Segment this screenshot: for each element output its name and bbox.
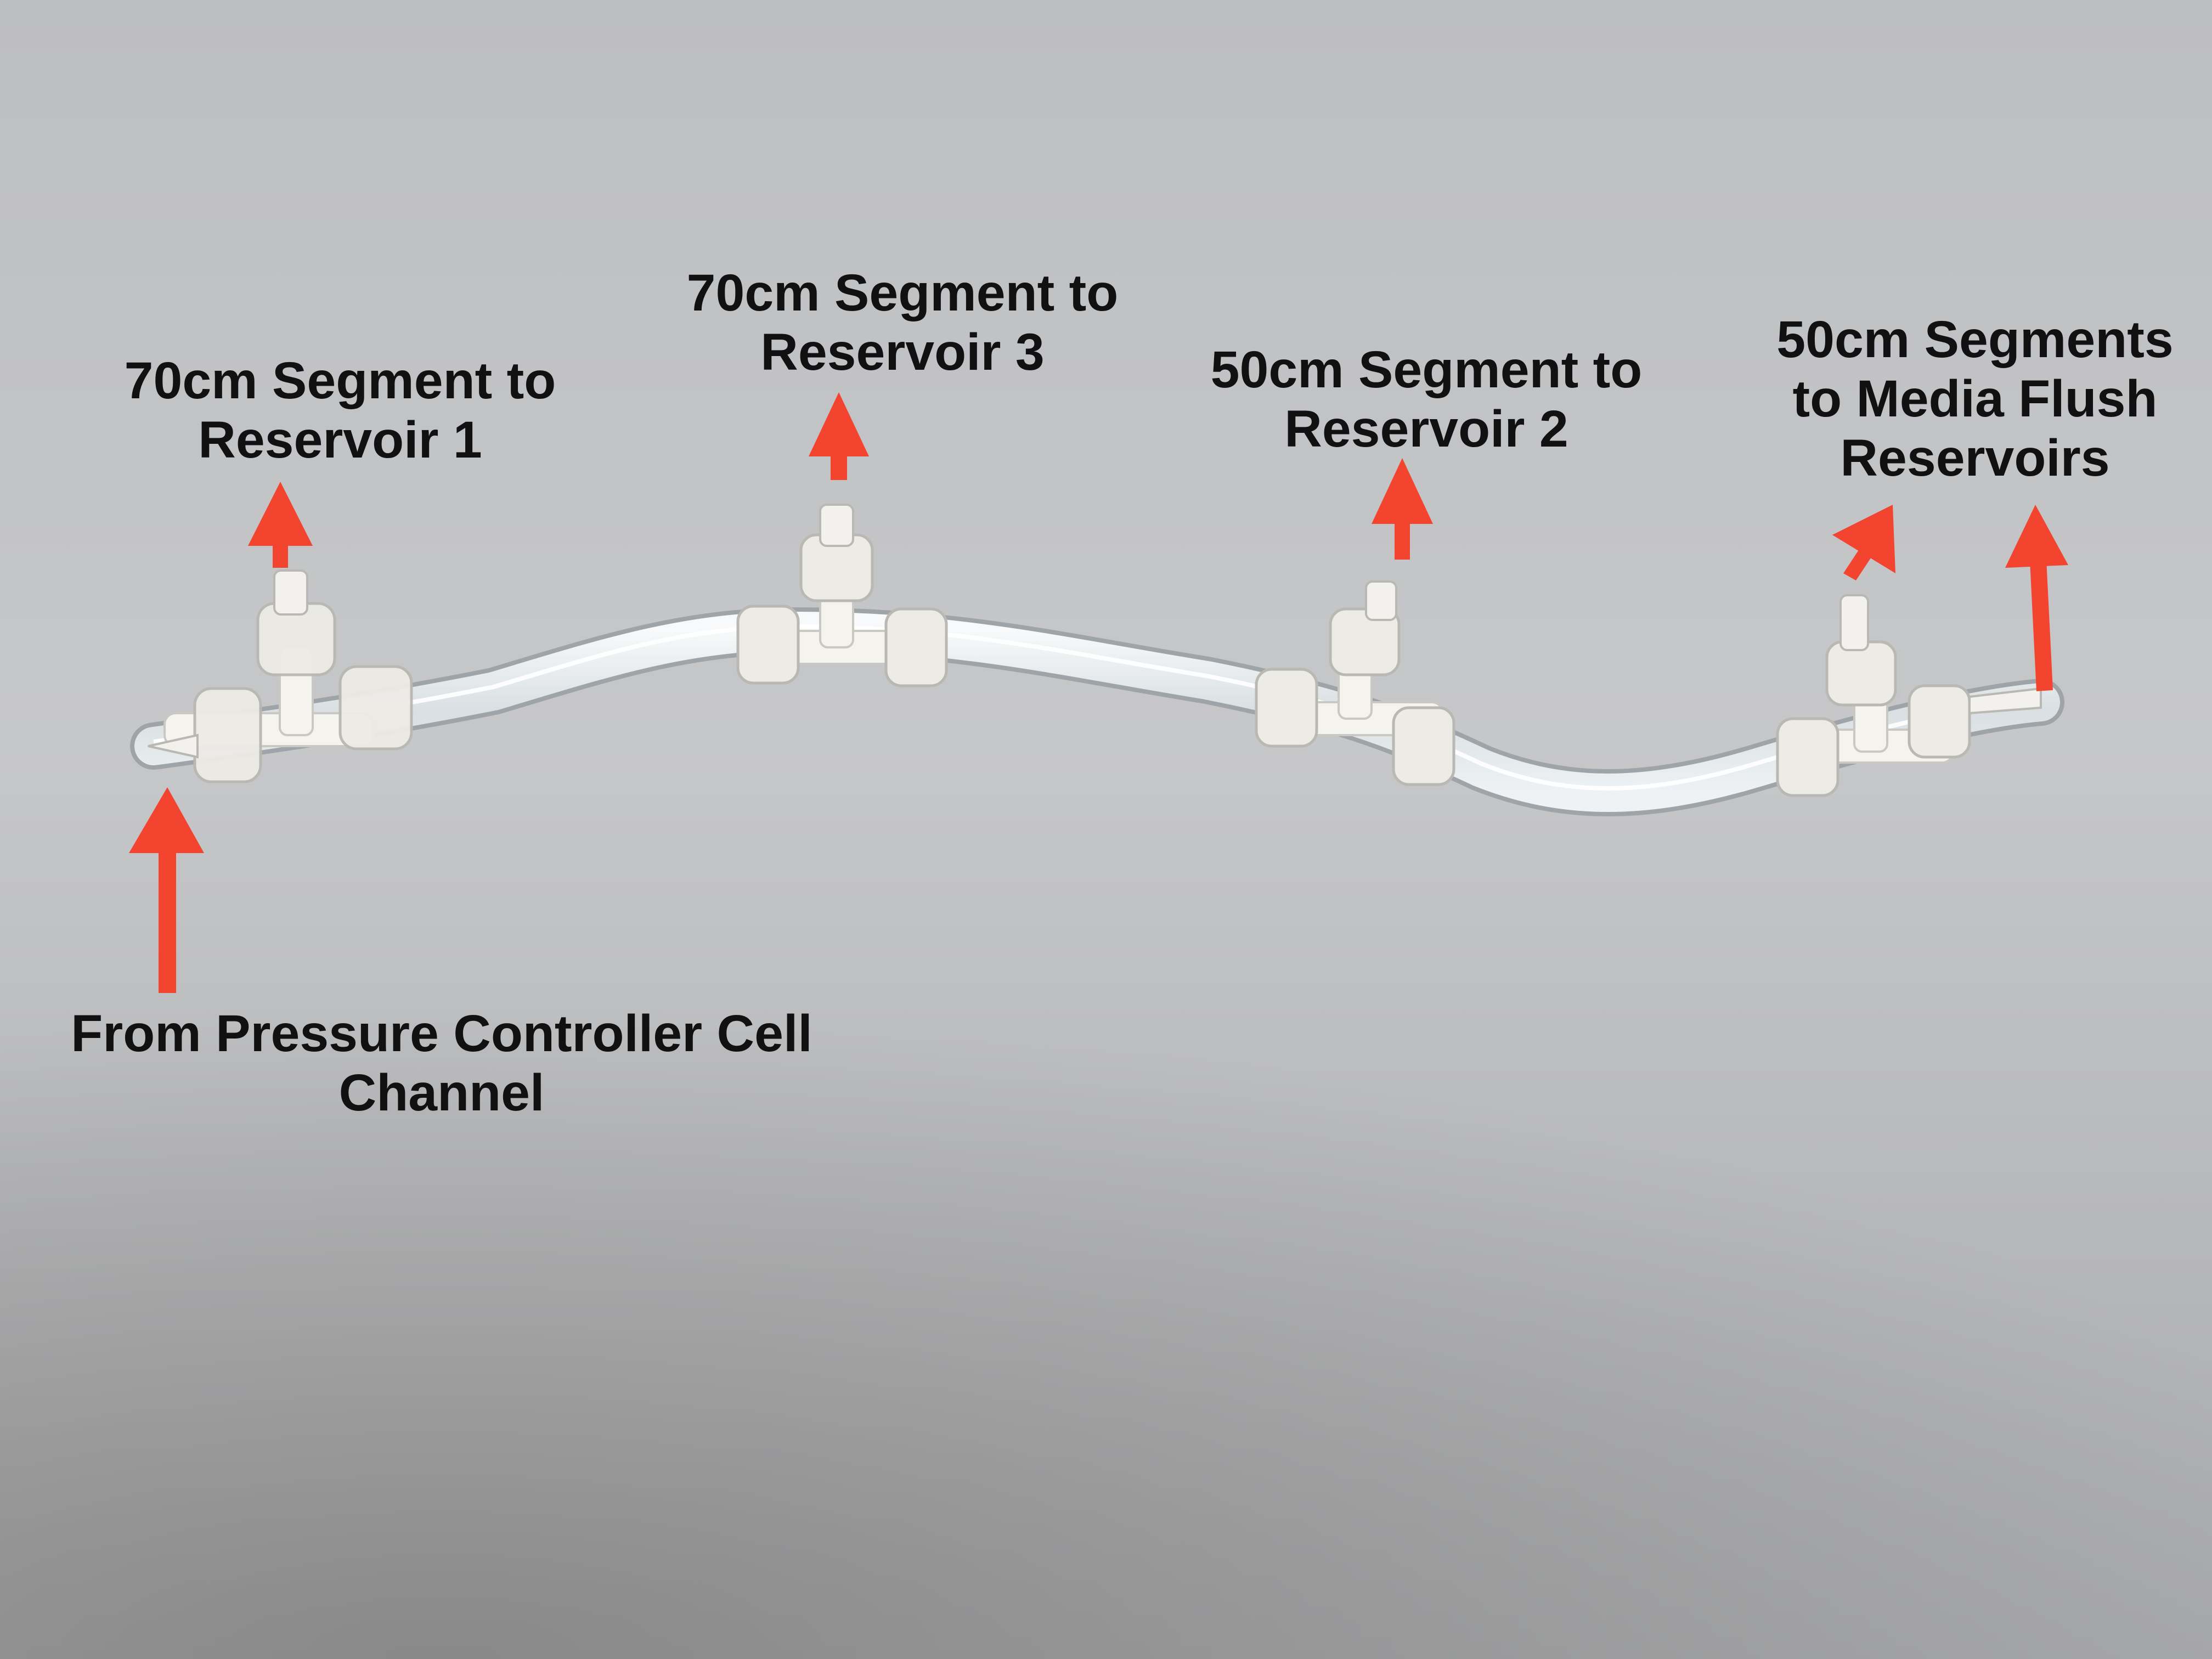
label-inlet (60, 1004, 823, 1122)
label-reservoir-3-line1: 70cm Segment to (686, 264, 1119, 322)
label-media-flush (1739, 310, 2211, 488)
label-reservoir-2-line2: Reservoir 2 (1284, 400, 1568, 458)
label-reservoir-1 (99, 351, 582, 470)
label-reservoir-3 (661, 263, 1144, 382)
label-media-flush-line3: Reservoirs (1840, 429, 2110, 487)
label-reservoir-1-line1: 70cm Segment to (124, 352, 556, 410)
label-reservoir-2 (1185, 340, 1668, 459)
label-reservoir-1-line2: Reservoir 1 (198, 411, 482, 469)
label-reservoir-3-line2: Reservoir 3 (760, 323, 1045, 381)
label-media-flush-line2: to Media Flush (1792, 370, 2158, 428)
label-media-flush-line1: 50cm Segments (1776, 311, 2174, 369)
label-reservoir-2-line1: 50cm Segment to (1210, 341, 1643, 399)
label-inlet-line1: From Pressure Controller Cell (71, 1005, 812, 1063)
label-inlet-line2: Channel (338, 1064, 545, 1122)
